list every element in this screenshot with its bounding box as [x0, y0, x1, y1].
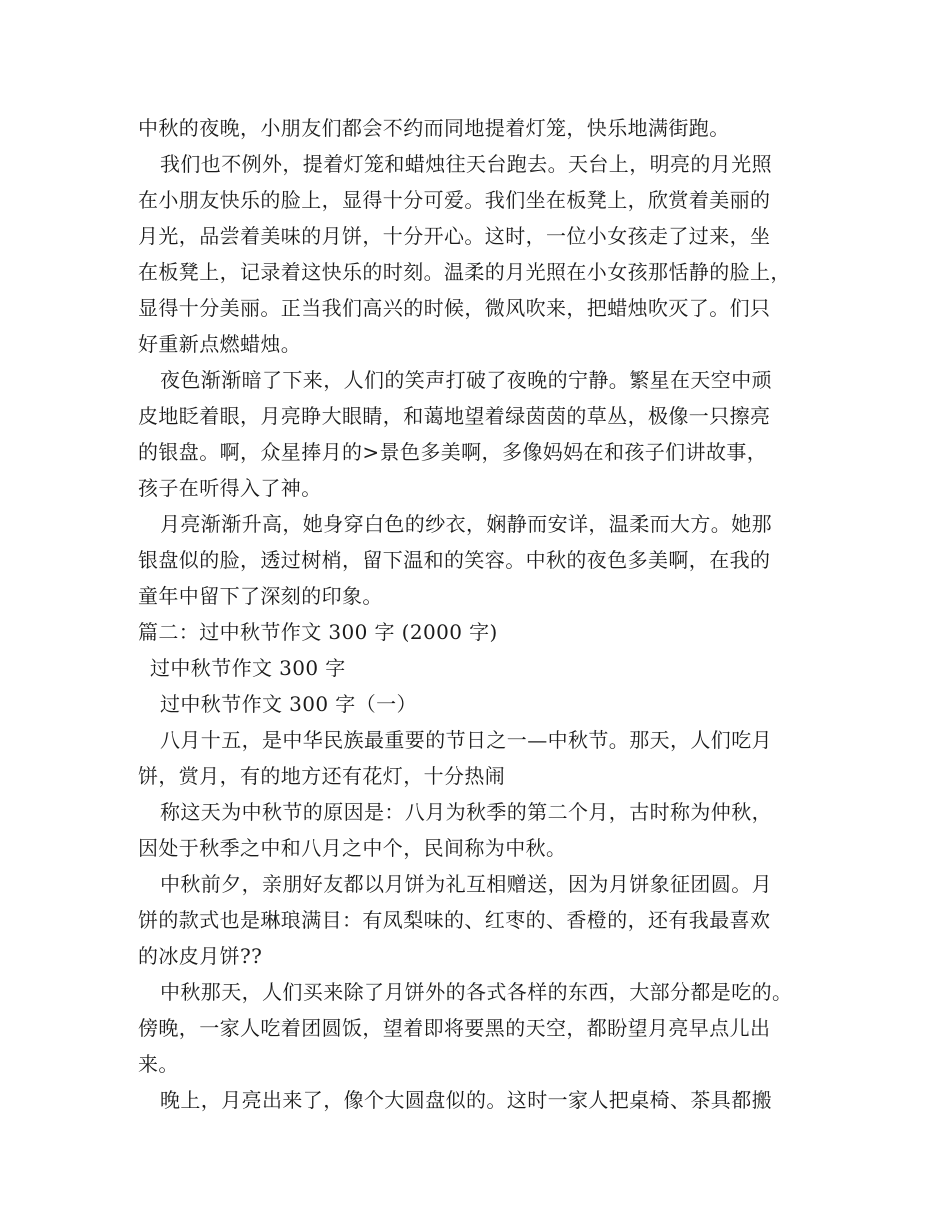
article-subtitle: 过中秋节作文 300 字（一）	[160, 692, 417, 716]
text-line: 在板凳上，记录着这快乐的时刻。温柔的月光照在小女孩那恬静的脸上，	[138, 260, 791, 284]
text-line: 八月十五，是中华民族最重要的节日之一—中秋节。那天，人们吃月	[160, 728, 772, 752]
text-line: 在小朋友快乐的脸上，显得十分可爱。我们坐在板凳上，欣赏着美丽的	[138, 188, 771, 212]
text-line: 皮地眨着眼，月亮睁大眼睛，和蔼地望着绿茵茵的草丛，极像一只擦亮	[138, 404, 771, 428]
text-line: 月光，品尝着美味的月饼，十分开心。这时，一位小女孩走了过来，坐	[138, 224, 771, 248]
text-line: 银盘似的脸，透过树梢，留下温和的笑容。中秋的夜色多美啊，在我的	[138, 548, 771, 572]
text-line: 孩子在听得入了神。	[138, 476, 322, 500]
text-line: 饼的款式也是琳琅满目：有凤梨味的、红枣的、香橙的，还有我最喜欢	[138, 908, 771, 932]
article-title: 过中秋节作文 300 字	[150, 656, 346, 680]
text-line: 称这天为中秋节的原因是：八月为秋季的第二个月，古时称为仲秋，	[160, 800, 772, 824]
text-line: 夜色渐渐暗了下来，人们的笑声打破了夜晚的宁静。繁星在天空中顽	[160, 368, 772, 392]
text-line: 傍晚，一家人吃着团圆饭，望着即将要黑的天空，都盼望月亮早点儿出	[138, 1016, 771, 1040]
text-line: 的冰皮月饼??	[138, 944, 263, 968]
text-line: 童年中留下了深刻的印象。	[138, 584, 383, 608]
text-line: 月亮渐渐升高，她身穿白色的纱衣，娴静而安详，温柔而大方。她那	[160, 512, 772, 536]
text-line: 的银盘。啊，众星捧月的>景色多美啊，多像妈妈在和孩子们讲故事，	[138, 440, 768, 464]
text-line: 因处于秋季之中和八月之中个，民间称为中秋。	[138, 836, 567, 860]
text-line: 中秋那天，人们买来除了月饼外的各式各样的东西，大部分都是吃的。	[160, 980, 793, 1004]
text-line: 晚上，月亮出来了，像个大圆盘似的。这时一家人把桌椅、茶具都搬	[160, 1088, 772, 1112]
text-line: 饼，赏月，有的地方还有花灯，十分热闹	[138, 764, 506, 788]
text-line: 中秋前夕，亲朋好友都以月饼为礼互相赠送，因为月饼象征团圆。月	[160, 872, 772, 896]
text-line: 中秋的夜晚，小朋友们都会不约而同地提着灯笼，快乐地满街跑。	[138, 116, 730, 140]
text-line: 来。	[138, 1052, 179, 1076]
text-line: 好重新点燃蜡烛。	[138, 332, 302, 356]
text-line: 显得十分美丽。正当我们高兴的时候，微风吹来，把蜡烛吹灭了。们只	[138, 296, 771, 320]
section-heading: 篇二：过中秋节作文 300 字 (2000 字)	[138, 620, 498, 644]
text-line: 我们也不例外，提着灯笼和蜡烛往天台跑去。天台上，明亮的月光照	[160, 152, 772, 176]
